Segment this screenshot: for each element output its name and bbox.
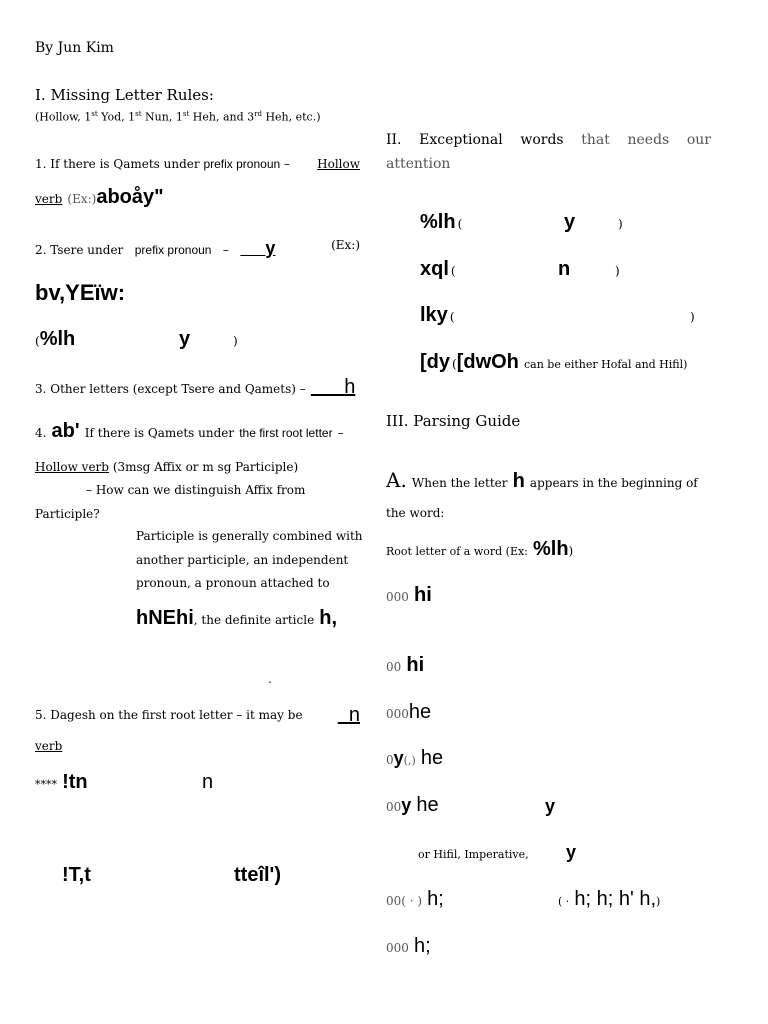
rule-3: 3. Other letters (except Tsere and Qamets) – h: [35, 376, 356, 398]
pattern-4: 0y(,) he: [386, 747, 444, 769]
rule-4-line-2: Hollow verb (3msg Affix or m sg Participle): [35, 460, 299, 474]
rule-5-example-n: n: [202, 771, 214, 793]
guide-a-line-1: A. When the letter h appears in the beginning of: [386, 468, 698, 492]
rule-4-question: – How can we distinguish Affix from: [86, 483, 306, 497]
guide-a-line-2: the word:: [386, 506, 445, 520]
rule-2-hebrew-word: bv,YEïw:: [35, 280, 126, 305]
hebrew-glyph: aboåy": [96, 186, 164, 208]
section-2-title-cont: attention: [386, 156, 451, 172]
rule-2-example: (%lh y ): [35, 328, 238, 350]
pattern-1: 000 hi: [386, 584, 432, 606]
pattern-7-alternatives: ( · h; h; h' h,): [558, 888, 661, 910]
rule-5-line-2: verb: [35, 739, 63, 753]
rule-1-line-1: 1. If there is Qamets under prefix pronoun – Hollow: [35, 157, 360, 171]
rule-5-example-3: tteîl'): [234, 864, 281, 886]
pattern-7: 00( · ) h;: [386, 888, 444, 910]
participle-note-4: hNEhi, the definite article h,: [136, 607, 338, 629]
rule-4-line-1: 4. ab' If there is Qamets under the first root letter –: [35, 420, 344, 442]
pattern-8: 000 h;: [386, 935, 431, 957]
section-1-title: I. Missing Letter Rules:: [35, 86, 214, 104]
root-letter-line: Root letter of a word (Ex: %lh): [386, 538, 574, 560]
stray-dot: .: [268, 672, 272, 686]
exception-2: xql ( n ): [420, 258, 620, 280]
exception-4: [dy ([dwOh can be either Hofal and Hifil): [420, 351, 688, 373]
pattern-5: 00y he: [386, 794, 439, 816]
rule-4-question-cont: Participle?: [35, 507, 100, 521]
rule-5-example: **** !tn: [35, 771, 88, 793]
exception-1: %lh ( y ): [420, 211, 623, 233]
rule-1-line-2: verb (Ex:)aboåy": [35, 186, 164, 208]
section-2-title: II. Exceptional words that needs our: [386, 132, 711, 148]
pattern-3: 000he: [386, 701, 432, 723]
participle-note-2: another participle, an independent: [136, 553, 349, 567]
section-1-subtitle: (Hollow, 1st Yod, 1st Nun, 1st Heh, and 3rd Heh, etc.): [35, 110, 321, 124]
pattern-6-y: y: [566, 842, 577, 862]
author-line: By Jun Kim: [35, 40, 114, 56]
participle-note-3: pronoun, a pronoun attached to: [136, 576, 330, 590]
rule-5-line-1: 5. Dagesh on the first root letter – it may be n: [35, 704, 360, 726]
rule-2-line-1: 2. Tsere under prefix pronoun – y (Ex:): [35, 238, 360, 258]
section-3-title: III. Parsing Guide: [386, 412, 521, 430]
pattern-5-y: y: [545, 796, 556, 816]
exception-3: lky ( ): [420, 304, 695, 326]
pattern-2: 00 hi: [386, 654, 425, 676]
pattern-6: or Hifil, Imperative,: [418, 848, 529, 861]
participle-note-1: Participle is generally combined with: [136, 529, 363, 543]
rule-5-example-2: !T,t: [62, 864, 91, 886]
